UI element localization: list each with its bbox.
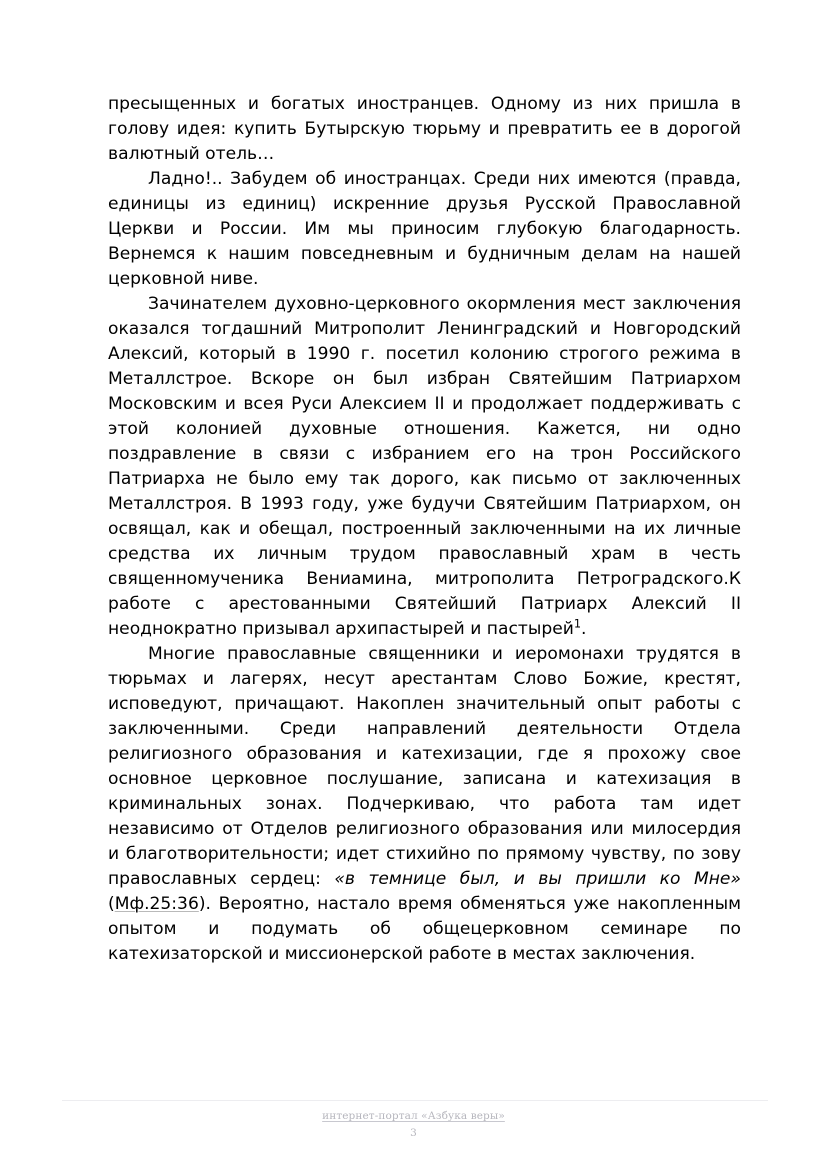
portal-attribution-link[interactable]: интернет-портал «Азбука веры» <box>322 1110 505 1122</box>
paragraph-patriarch-text: Зачинателем духовно-церковного окормления мест заключения оказался тогдашний Митрополит Ленинградский и Новгородский Алексий, который в 1990 г. посетил колонию строгого режима в Металлстрое. Вскоре он был избран Святейшим Патриархом Московским и всея Руси Алексием II и продолжает поддерживать с этой колонией духовные отношения. Кажется, ни одно поздравление в связи с избранием его на трон Российского Патриарха не было ему так дорого, как письмо от заключенных Металлстроя. В 1993 году, уже будучи Святейшим Патриархом, он освящал, как и обещал, построенный заключенными на их личные средства их личным трудом православный храм в честь священномученика Вениамина, митрополита Петроградского.К работе с арестованными Святейший Патриарх Алексий II неоднократно призывал архипастырей и пастырей <box>108 294 741 639</box>
paragraph-ministry-text-between: ( <box>108 894 115 914</box>
page-number: 3 <box>410 1127 417 1139</box>
paragraph-patriarch-terminator: . <box>581 619 587 639</box>
page-footer <box>0 1104 827 1139</box>
paragraph-continuation: пресыщенных и богатых иностранцев. Одному из них пришла в голову идея: купить Бутырскую тюрьму и превратить ее в дорогой валютный отель… <box>108 94 741 164</box>
paragraph-ministry-text-before-quote: Многие православные священники и иеромонахи трудятся в тюрьмах и лагерях, несут арестантам Слово Божие, крестят, исповедуют, причащают. Накоплен значительный опыт работы с заключенными. Среди направлений деятельности Отдела религиозного образования и катехизации, где я прохожу свое основное церковное послушание, записана и катехизация в криминальных зонах. Подчеркиваю, что работа там идет независимо от Отделов религиозного образования или милосердия и благотворительности; идет стихийно по прямому чувству, по зову православных сердец: <box>108 644 741 889</box>
footnote-reference-1[interactable]: 1 <box>573 617 582 631</box>
footer-divider <box>62 1100 768 1101</box>
paragraph-patriarch <box>108 292 741 642</box>
scripture-reference-link[interactable]: Мф.25:36 <box>114 894 199 914</box>
paragraph-ministry <box>108 642 741 967</box>
paragraph-ministry-text-after-quote: ). Вероятно, настало время обменяться уже накопленным опытом и подумать об общецерковном семинаре по катехизаторской и миссионерской работе в местах заключения. <box>108 894 741 964</box>
scripture-quotation: «в темнице был, и вы пришли ко Мне» <box>334 869 741 889</box>
paragraph-foreigners: Ладно!.. Забудем об иностранцах. Среди них имеются (правда, единицы из единиц) искренние друзья Русской Православной Церкви и России. Им мы приносим глубокую благодарность. Вернемся к нашим повседневным и будничным делам на нашей церковной ниве. <box>108 169 741 289</box>
page-text-body <box>108 92 741 967</box>
